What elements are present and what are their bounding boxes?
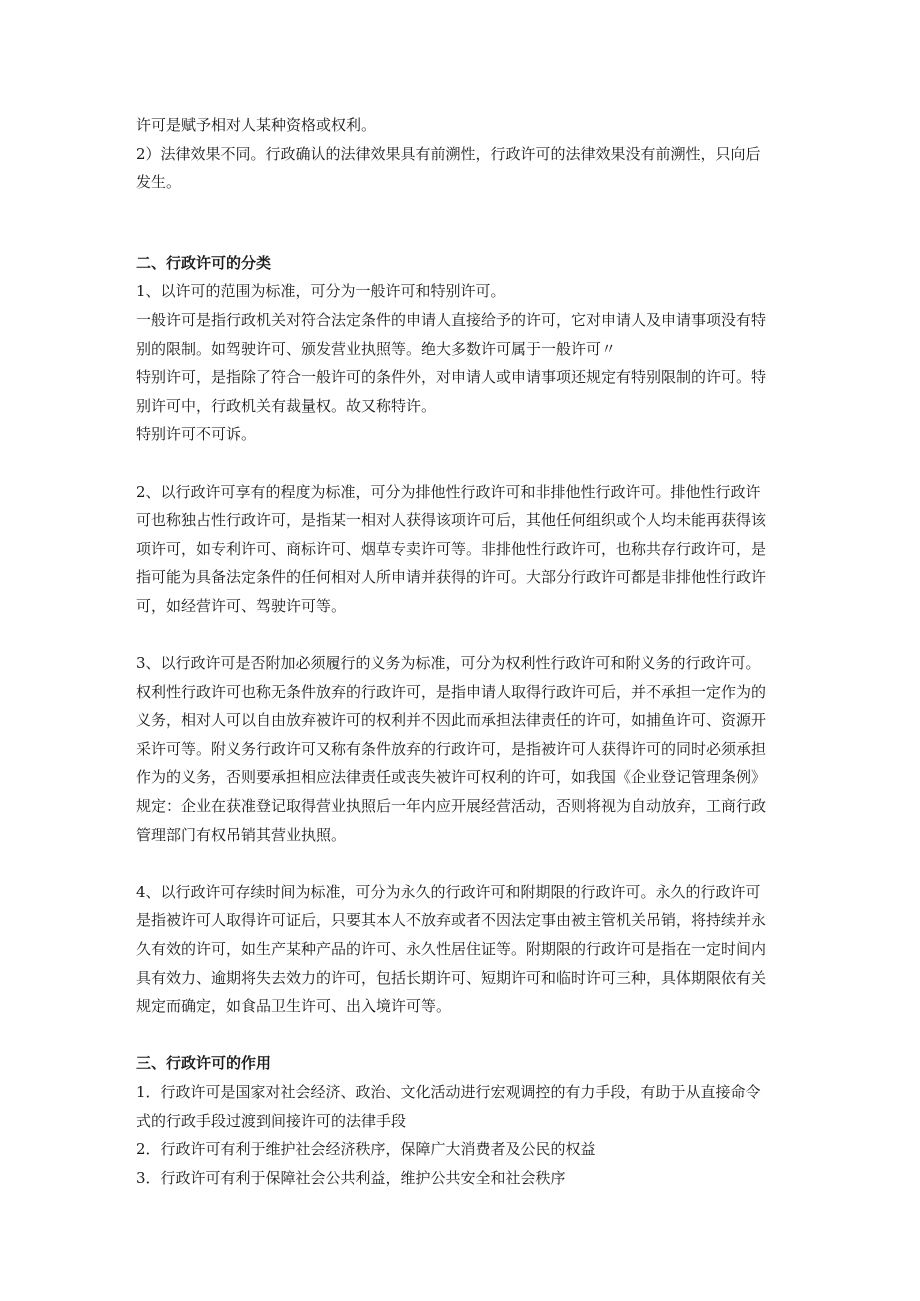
text-line: 是指被许可人取得许可证后，只要其本人不放弃或者不因法定事由被主管机关吊销，将持续并永 — [136, 911, 767, 930]
spacer — [136, 197, 788, 249]
classification-block-1 — [136, 277, 788, 449]
text-line: 可，如经营许可、驾驶许可等。 — [136, 596, 347, 615]
text-line: 规定：企业在获准登记取得营业执照后一年内应开展经营活动，否则将视为自动放弃，工商行政 — [136, 797, 767, 816]
section-function — [136, 1049, 788, 1192]
text-line: 1．行政许可是国家对社会经济、政治、文化活动进行宏观调控的有力手段，有助于从直接命令 — [136, 1083, 761, 1101]
text-line: 规定而确定，如食品卫生许可、出入境许可等。 — [136, 997, 452, 1016]
text-line: 3．行政许可有利于保障社会公共利益，维护公共安全和社会秩序 — [136, 1168, 566, 1187]
text-line: 特别许可，是指除了符合一般许可的条件外，对申请人或申请事项还规定有特别限制的许可。特 — [136, 368, 767, 387]
text-line: 2）法律效果不同。行政确认的法律效果具有前溯性，行政许可的法律效果没有前溯性，只向后 — [136, 144, 761, 163]
text-line: 式的行政手段过渡到间接许可的法律手段 — [136, 1111, 407, 1130]
text-line: 久有效的许可，如生产某种产品的许可、永久性居住证等。附期限的行政许可是指在一定时间内 — [136, 940, 767, 959]
text-line: 一般许可是指行政机关对符合法定条件的申请人直接给予的许可，它对申请人及申请事项没有特 — [136, 310, 767, 329]
spacer — [136, 1021, 788, 1050]
text-line: 2．行政许可有利于维护社会经济秩序，保障广大消费者及公民的权益 — [136, 1140, 596, 1159]
text-line: 特别许可不可诉。 — [136, 425, 257, 444]
spacer — [136, 621, 788, 650]
text-line: 管理部门有权吊销其营业执照。 — [136, 825, 347, 844]
text-line: 采许可等。附义务行政许可又称有条件放弃的行政许可，是指被许可人获得许可的同时必须承担 — [136, 739, 767, 758]
text-line: 3、以行政许可是否附加必须履行的义务为标准，可分为权利性行政许可和附义务的行政许可。 — [136, 654, 761, 673]
intro-paragraph — [136, 111, 788, 197]
section-classification — [136, 249, 788, 1021]
text-line: 义务，相对人可以自由放弃被许可的权利并不因此而承担法律责任的许可，如捕鱼许可、资源开 — [136, 711, 767, 730]
text-line: 具有效力、逾期将失去效力的许可，包括长期许可、短期许可和临时许可三种，具体期限依有关 — [136, 968, 767, 987]
document-body — [136, 111, 788, 1192]
text-line: 4、以行政许可存续时间为标准，可分为永久的行政许可和附期限的行政许可。永久的行政许可 — [136, 882, 761, 901]
spacer — [136, 849, 788, 878]
text-line: 项许可，如专利许可、商标许可、烟草专卖许可等。非排他性行政许可，也称共存行政许可，是 — [136, 539, 767, 558]
classification-block-4 — [136, 878, 788, 1021]
spacer — [136, 449, 788, 478]
classification-block-3 — [136, 649, 788, 849]
text-line: 权利性行政许可也称无条件放弃的行政许可，是指申请人取得行政许可后，并不承担一定作为的 — [136, 682, 767, 701]
section-heading: 二、行政许可的分类 — [136, 253, 272, 272]
text-line: 2、以行政许可享有的程度为标准，可分为排他性行政许可和非排他性行政许可。排他性行政许 — [136, 482, 761, 501]
text-line: 作为的义务，否则要承担相应法律责任或丧失被许可权利的许可，如我国《企业登记管理条例》 — [136, 768, 767, 787]
text-line: 发生。 — [136, 173, 182, 192]
text-line: 许可是赋予相对人某种资格或权利。 — [136, 116, 377, 134]
text-line: 指可能为具备法定条件的任何相对人所申请并获得的许可。大部分行政许可都是非排他性行政许 — [136, 568, 767, 587]
section-heading: 三、行政许可的作用 — [136, 1054, 272, 1073]
text-line: 别许可中，行政机关有裁量权。故又称特许。 — [136, 396, 437, 415]
text-line: 可也称独占性行政许可，是指某一相对人获得该项许可后，其他任何组织或个人均未能再获得该 — [136, 511, 767, 530]
text-line: 别的限制。如驾驶许可、颁发营业执照等。绝大多数许可属于一般许可〃 — [136, 339, 617, 358]
classification-block-2 — [136, 478, 788, 621]
text-line: 1、以许可的范围为标准，可分为一般许可和特别许可。 — [136, 282, 506, 301]
